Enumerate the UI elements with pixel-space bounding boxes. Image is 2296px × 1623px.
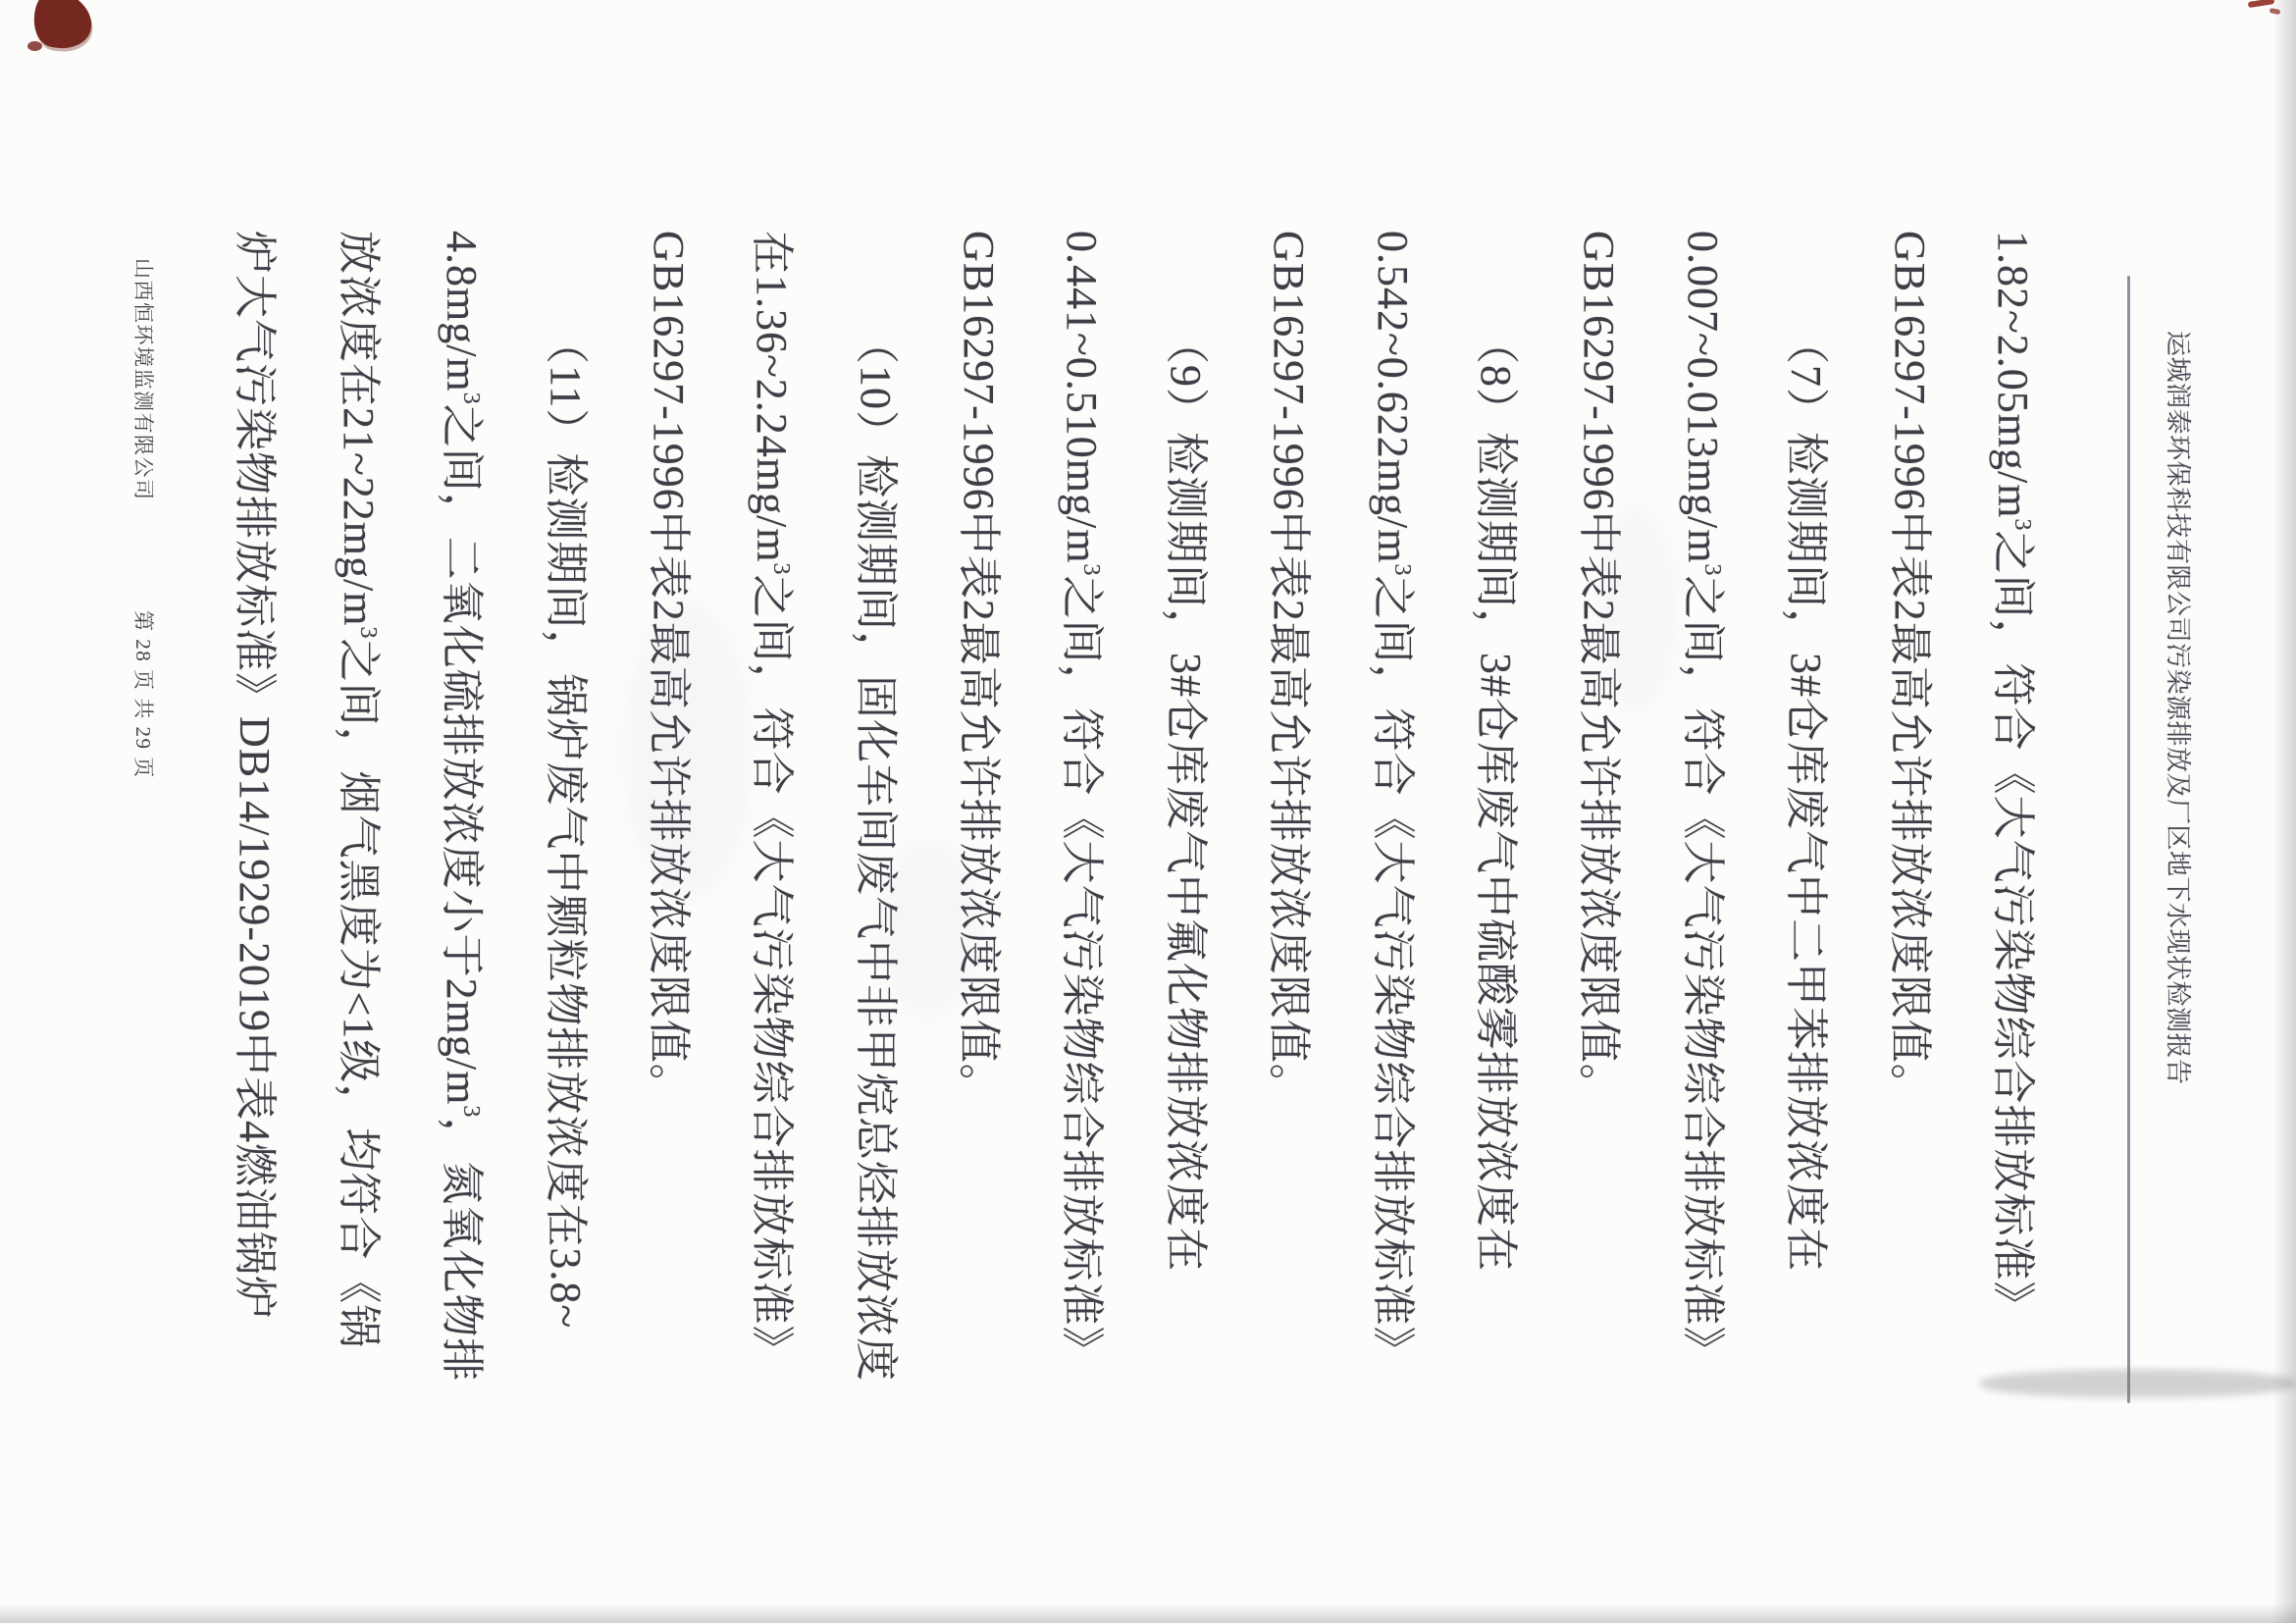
text-line xyxy=(1857,231,1960,1382)
text-line xyxy=(513,231,616,1382)
superscript-segment: 3 xyxy=(458,392,485,404)
text-line xyxy=(1961,231,2064,1382)
text-segment: 之间，符合《大气污染物综合排放标准》 xyxy=(1368,575,1417,1371)
text-line xyxy=(1754,231,1857,1382)
superscript-segment: 3 xyxy=(354,626,381,639)
text-line xyxy=(1237,231,1340,1382)
text-segment: （7）检测期间，3#仓库废气中二甲苯排放浓度在 xyxy=(1782,321,1831,1272)
page-footer xyxy=(120,0,159,1623)
text-line xyxy=(720,231,823,1382)
text-segment: 在1.36~2.24mg/m xyxy=(748,231,797,563)
footer-company: 山西恒环境监测有限公司 xyxy=(131,258,155,501)
text-line xyxy=(823,231,926,1382)
superscript-segment: 3 xyxy=(2009,518,2035,531)
superscript-segment: 3 xyxy=(1388,563,1415,576)
text-segment: GB16297-1996中表2最高允许排放浓度限值。 xyxy=(1575,231,1624,1108)
text-segment: 0.007~0.013mg/m xyxy=(1678,231,1727,564)
text-segment: GB16297-1996中表2最高允许排放浓度限值。 xyxy=(955,231,1004,1108)
text-line xyxy=(617,231,720,1382)
text-segment: 之间，符合《大气污染物综合排放标准》 xyxy=(1989,530,2037,1326)
text-segment: 4.8mg/m xyxy=(438,231,487,393)
text-segment: GB16297-1996中表2最高允许排放浓度限值。 xyxy=(644,231,693,1108)
text-segment: （9）检测期间，3#仓库废气中氟化物排放浓度在 xyxy=(1161,321,1210,1272)
text-line xyxy=(1547,231,1650,1382)
text-line xyxy=(1444,231,1547,1382)
text-segment: 之间，二氧化硫排放浓度小于2mg/m xyxy=(438,403,487,1106)
text-line xyxy=(1340,231,1443,1382)
text-segment: 1.82~2.05mg/m xyxy=(1989,231,2037,519)
text-line xyxy=(306,231,409,1382)
header-divider xyxy=(2127,276,2130,1403)
text-line xyxy=(1030,231,1133,1382)
text-segment: （8）检测期间，3#仓库废气中硫酸雾排放浓度在 xyxy=(1472,321,1521,1272)
text-segment: 之间，符合《大气污染物综合排放标准》 xyxy=(1678,575,1727,1371)
superscript-segment: 3 xyxy=(768,562,795,575)
footer-page-number: 第 28 页 共 29 页 xyxy=(131,610,155,779)
text-segment: 0.542~0.622mg/m xyxy=(1368,231,1417,564)
text-line xyxy=(1133,231,1236,1382)
text-segment: 放浓度在21~22mg/m xyxy=(334,231,383,627)
superscript-segment: 3 xyxy=(1698,563,1725,576)
text-segment: 炉大气污染物排放标准》DB14/1929-2019中表4燃油锅炉 xyxy=(231,231,280,1320)
text-segment: 0.441~0.510mg/m xyxy=(1058,231,1107,564)
text-segment: （10）检测期间，固化车间废气中非甲烷总烃排放浓度 xyxy=(851,321,900,1382)
text-segment: GB16297-1996中表2最高允许排放浓度限值。 xyxy=(1885,231,1934,1108)
text-segment: 之间，烟气黑度为<1级，均符合《锅 xyxy=(334,638,383,1349)
text-segment: 之间，符合《大气污染物综合排放标准》 xyxy=(1058,575,1107,1371)
text-line xyxy=(410,231,513,1382)
text-line xyxy=(927,231,1030,1382)
text-segment: 之间，符合《大气污染物综合排放标准》 xyxy=(748,574,797,1370)
text-segment: （11）检测期间，锅炉废气中颗粒物排放浓度在3.8~ xyxy=(541,321,590,1330)
text-segment: ，氮氧化物排 xyxy=(438,1117,487,1383)
text-line xyxy=(1650,231,1753,1382)
page-header-title: 运城润泰环保科技有限公司污染源排放及厂区地下水现状检测报告 xyxy=(2164,331,2192,1085)
document-body xyxy=(203,231,2064,1382)
text-line xyxy=(203,231,306,1382)
text-segment: GB16297-1996中表2最高允许排放浓度限值。 xyxy=(1265,231,1314,1108)
superscript-segment: 3 xyxy=(458,1105,485,1118)
superscript-segment: 3 xyxy=(1078,563,1105,576)
